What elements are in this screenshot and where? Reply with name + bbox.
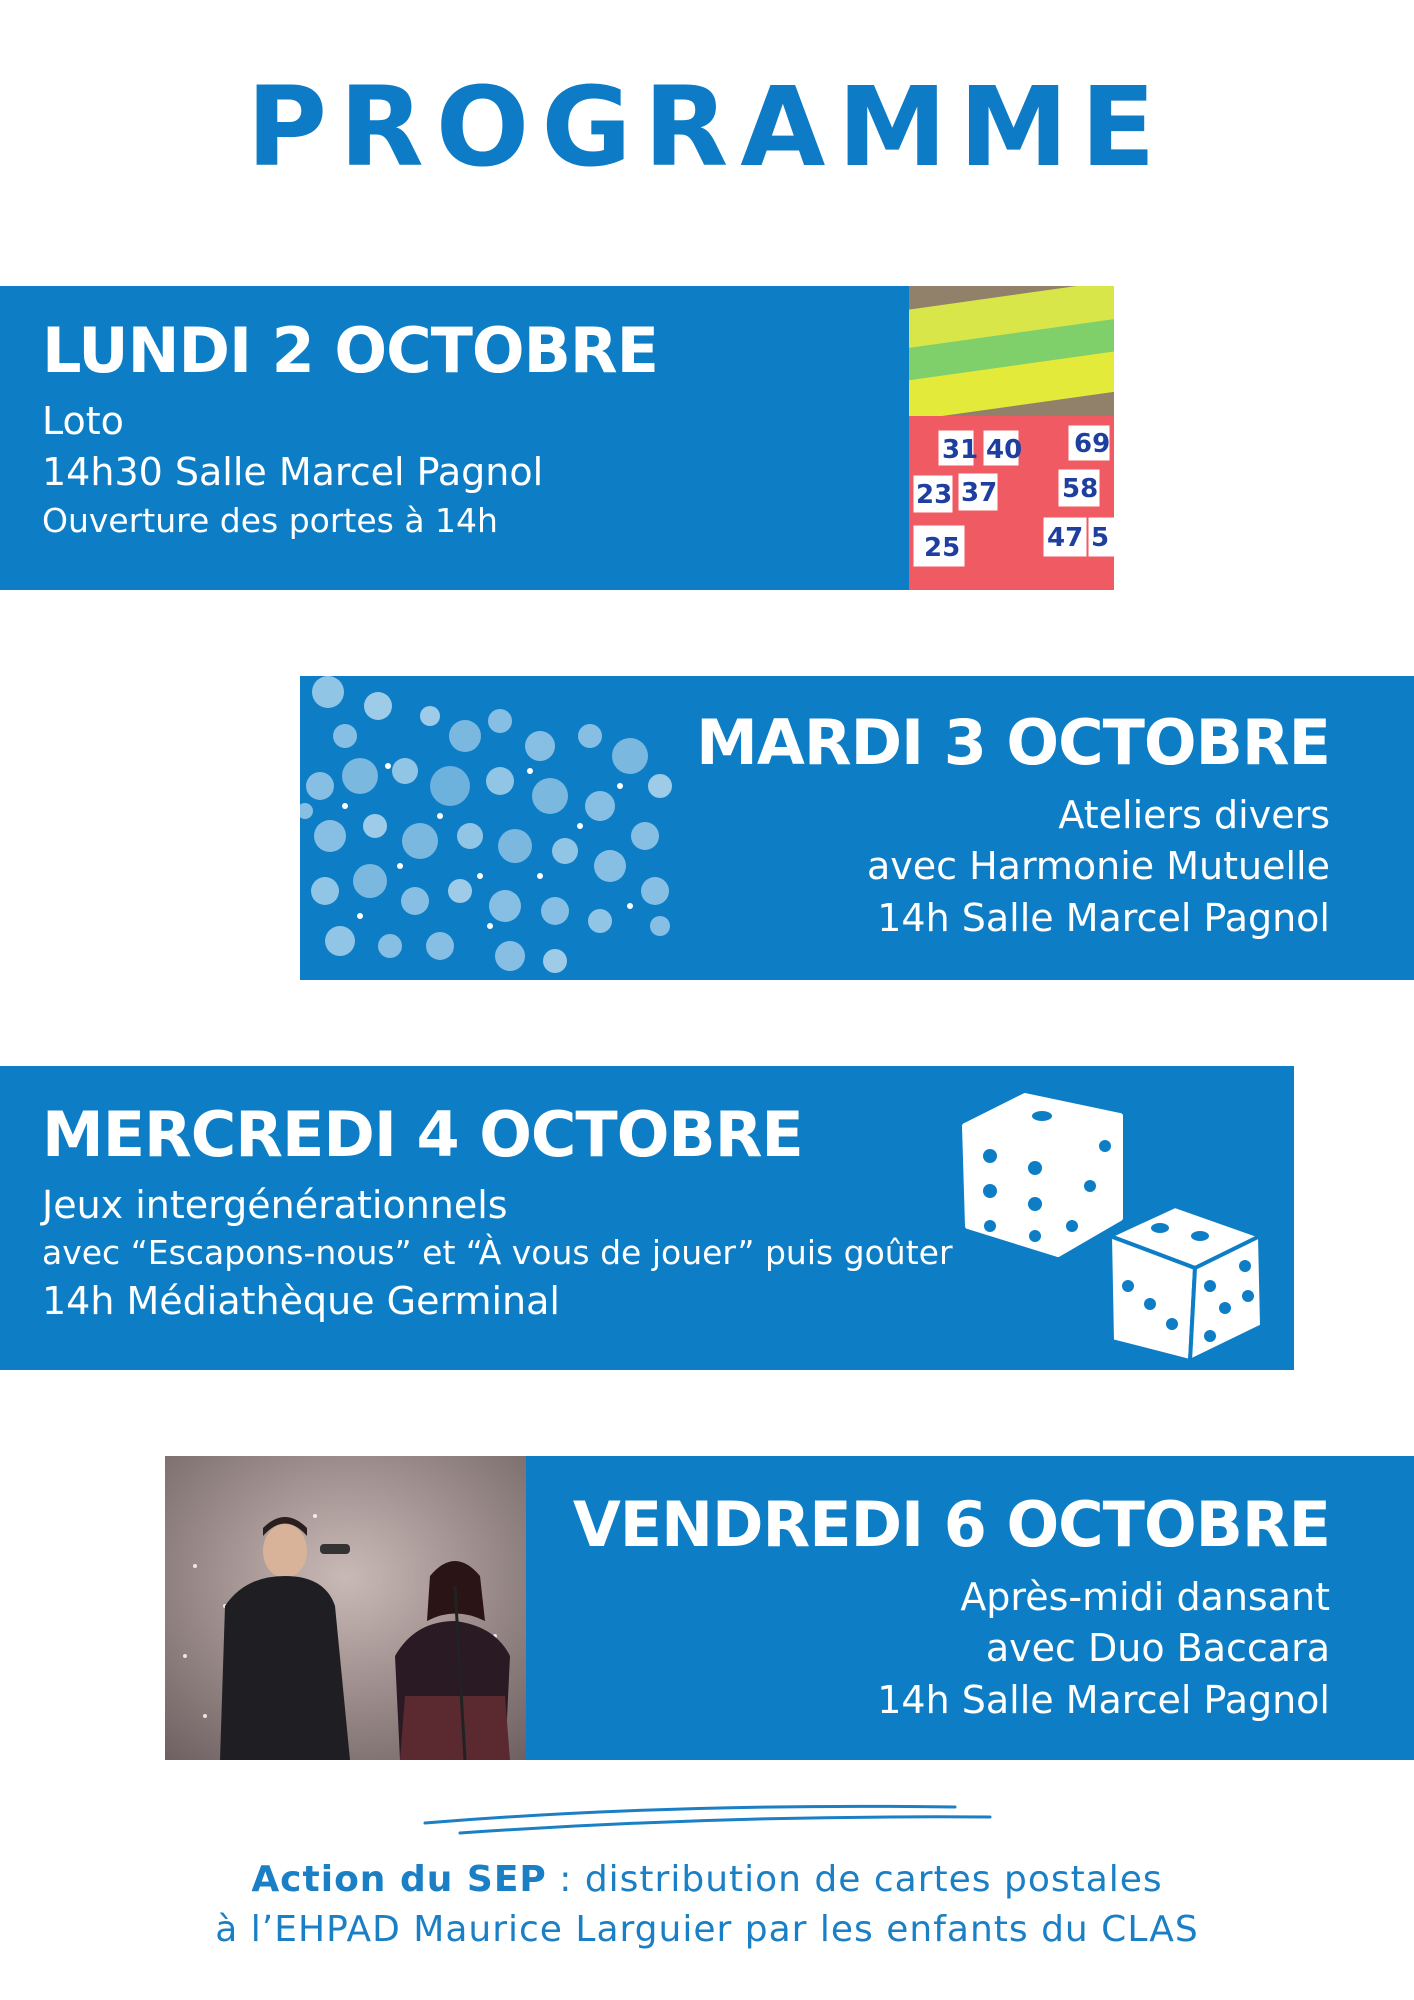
event-mercredi [0,1066,1294,1370]
footer-text: : distribution de cartes postales [546,1859,1163,1900]
event-day: MERCREDI 4 OCTOBRE [42,1098,803,1171]
event-text [42,314,658,543]
svg-text:58: 58 [1062,474,1099,504]
event-text [696,706,1330,944]
event-line: 14h30 Salle Marcel Pagnol [42,450,544,495]
svg-text:25: 25 [924,533,961,563]
event-line: 14h Médiathèque Germinal [42,1278,560,1323]
event-day: LUNDI 2 OCTOBRE [42,314,658,387]
event-day: VENDREDI 6 OCTOBRE [572,1488,1330,1561]
event-line: Ateliers divers [1058,793,1330,837]
svg-text:31: 31 [942,435,979,465]
event-line: Ouverture des portes à 14h [42,500,498,540]
event-line: 14h Salle Marcel Pagnol [877,895,1330,940]
event-line: avec Duo Baccara [985,1626,1330,1671]
decorative-underline [420,1795,1000,1835]
event-day: MARDI 3 OCTOBRE [696,706,1330,779]
loto-cards-icon [909,286,1114,590]
singers-photo-icon [165,1456,526,1760]
event-line: Loto [42,399,124,443]
footer-bold: Action du SEP [251,1859,547,1900]
svg-text:69: 69 [1074,429,1111,459]
event-line: Après-midi dansant [960,1575,1330,1619]
svg-text:5: 5 [1091,523,1110,553]
bubbles-icon [300,676,680,980]
event-vendredi [165,1456,1414,1760]
event-line: avec “Escapons-nous” et “À vous de jouer” puis goûter [42,1233,953,1273]
page-title: PROGRAMME [246,63,1168,191]
footer-line-2: à l’EHPAD Maurice Larguier par les enfants du CLAS [215,1909,1199,1951]
event-text [42,1098,953,1327]
dice-icon [950,1086,1290,1366]
event-line: avec Harmonie Mutuelle [866,844,1330,889]
event-mardi [300,676,1414,980]
svg-text:23: 23 [916,480,953,510]
svg-text:40: 40 [986,435,1023,465]
svg-text:47: 47 [1047,523,1084,553]
event-text [572,1488,1330,1726]
footer-note [0,1855,1414,1956]
footer-line-1 [0,1855,1414,1905]
event-line: 14h Salle Marcel Pagnol [877,1677,1330,1722]
event-lundi [0,286,1114,590]
svg-text:37: 37 [961,478,998,508]
event-line: Jeux intergénérationnels [42,1183,508,1227]
